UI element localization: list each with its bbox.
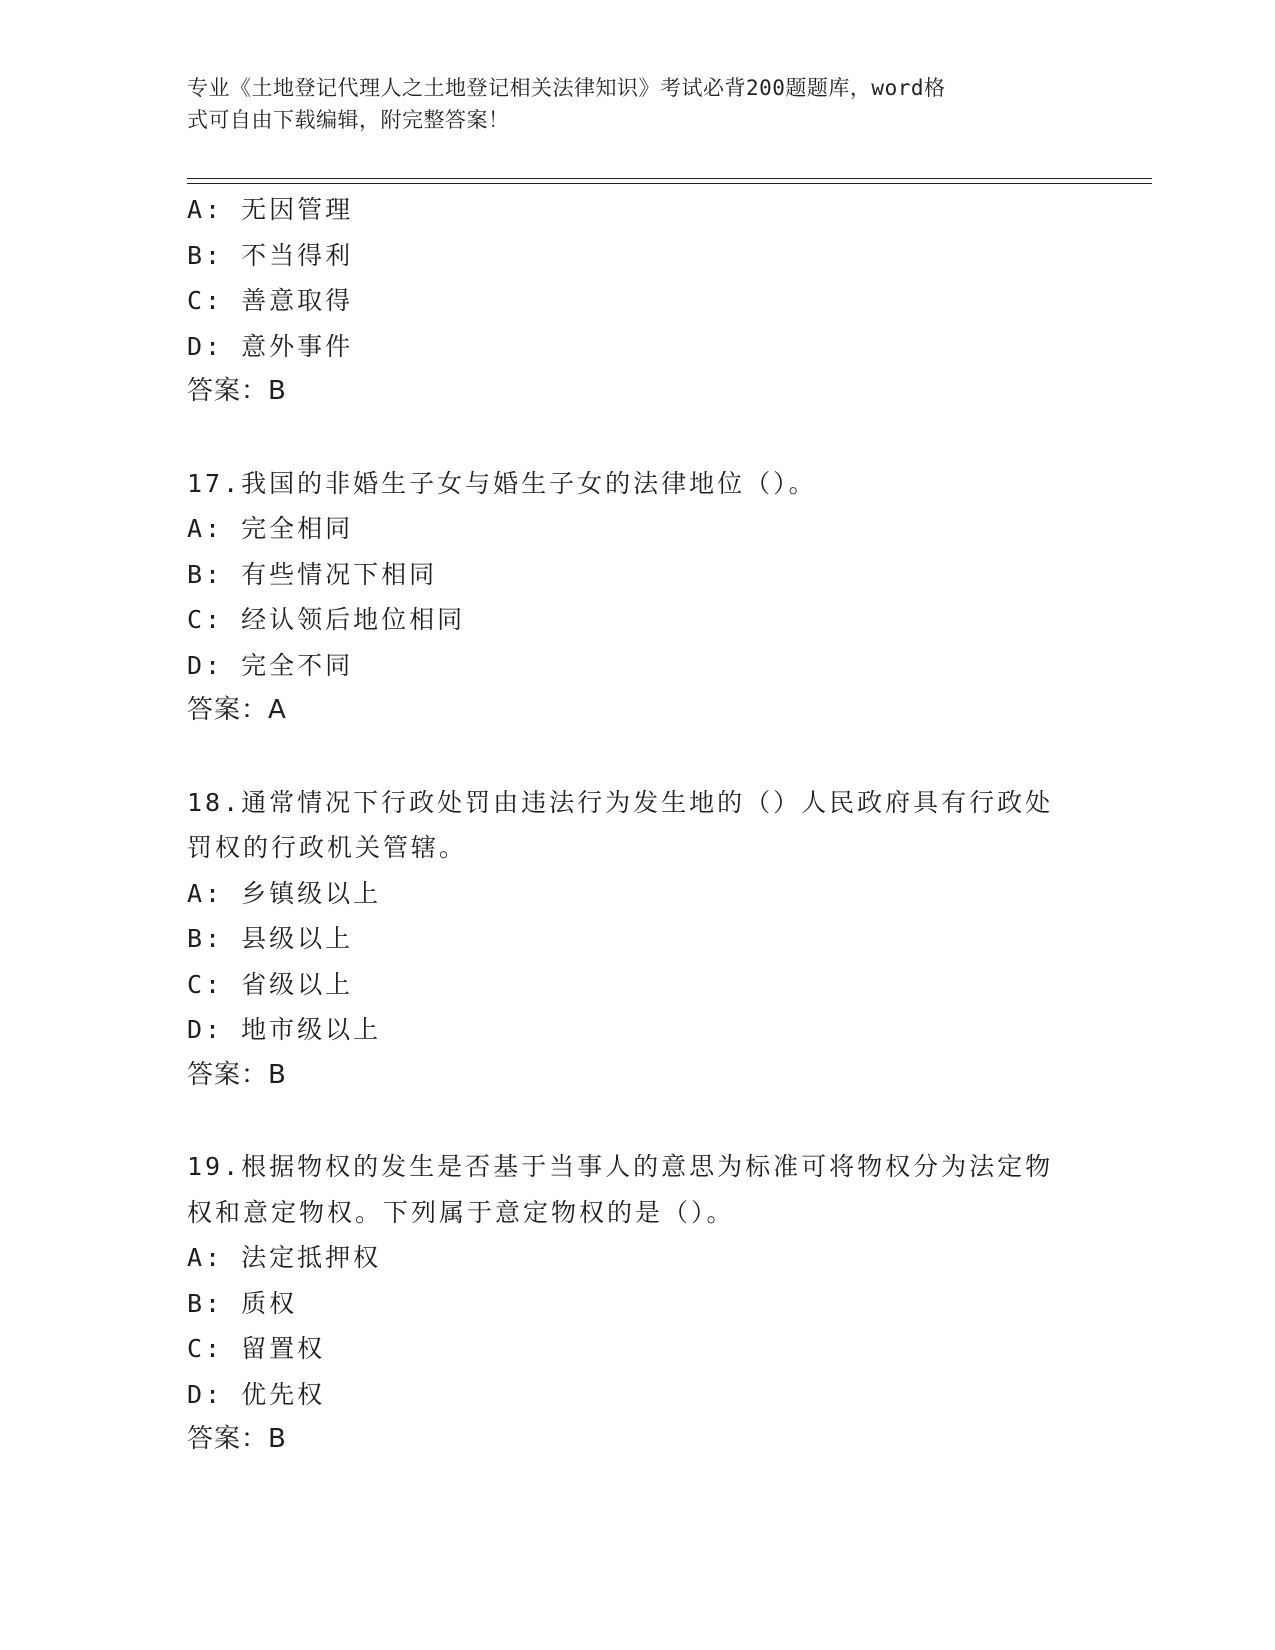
answer-line: 答案：B (187, 1424, 287, 1454)
option-d: D: 意外事件 (187, 331, 354, 361)
document-header (187, 72, 1067, 136)
question-block-18 (187, 780, 1087, 1099)
question-stem: 17.我国的非婚生子女与婚生子女的法律地位（）。 (187, 468, 817, 498)
option-a: A: 完全相同 (187, 514, 354, 543)
header-line-1: 专业《土地登记代理人之土地登记相关法律知识》考试必背200题题库，word格 (187, 76, 946, 100)
question-stem: 19.根据物权的发生是否基于当事人的意思为标准可将物权分为法定物 (187, 1152, 1054, 1181)
option-d: D: 完全不同 (187, 650, 354, 680)
header-divider-bottom (187, 183, 1152, 184)
option-c: C: 省级以上 (187, 969, 354, 999)
question-block-19 (187, 1144, 1087, 1463)
question-stem-continued: 权和意定物权。下列属于意定物权的是（）。 (187, 1197, 735, 1227)
option-b: B: 县级以上 (187, 924, 354, 953)
option-c: C: 留置权 (187, 1334, 326, 1363)
header-line-2: 式可自由下载编辑，附完整答案！ (187, 108, 510, 132)
answer-line: 答案：B (187, 376, 287, 406)
option-c: C: 经认领后地位相同 (187, 605, 466, 634)
option-a: A: 乡镇级以上 (187, 878, 382, 908)
option-a: A: 法定抵押权 (187, 1243, 382, 1272)
option-c: C: 善意取得 (187, 286, 354, 315)
option-d: D: 优先权 (187, 1379, 326, 1409)
question-stem-continued: 罚权的行政机关管辖。 (187, 833, 468, 862)
answer-line: 答案：B (187, 1059, 287, 1090)
option-b: B: 有些情况下相同 (187, 559, 438, 589)
question-stem: 18.通常情况下行政处罚由违法行为发生地的（）人民政府具有行政处 (187, 787, 1054, 817)
question-block-16 (187, 187, 1087, 415)
option-d: D: 地市级以上 (187, 1015, 382, 1044)
option-b: B: 质权 (187, 1288, 298, 1318)
answer-line: 答案：A (187, 695, 287, 725)
spacer (187, 1098, 1087, 1144)
option-b: B: 不当得利 (187, 240, 354, 270)
question-list (187, 187, 1087, 1463)
spacer (187, 415, 1087, 461)
option-a: A: 无因管理 (187, 195, 354, 224)
question-block-17 (187, 461, 1087, 734)
header-divider-top (187, 178, 1152, 179)
spacer (187, 734, 1087, 780)
